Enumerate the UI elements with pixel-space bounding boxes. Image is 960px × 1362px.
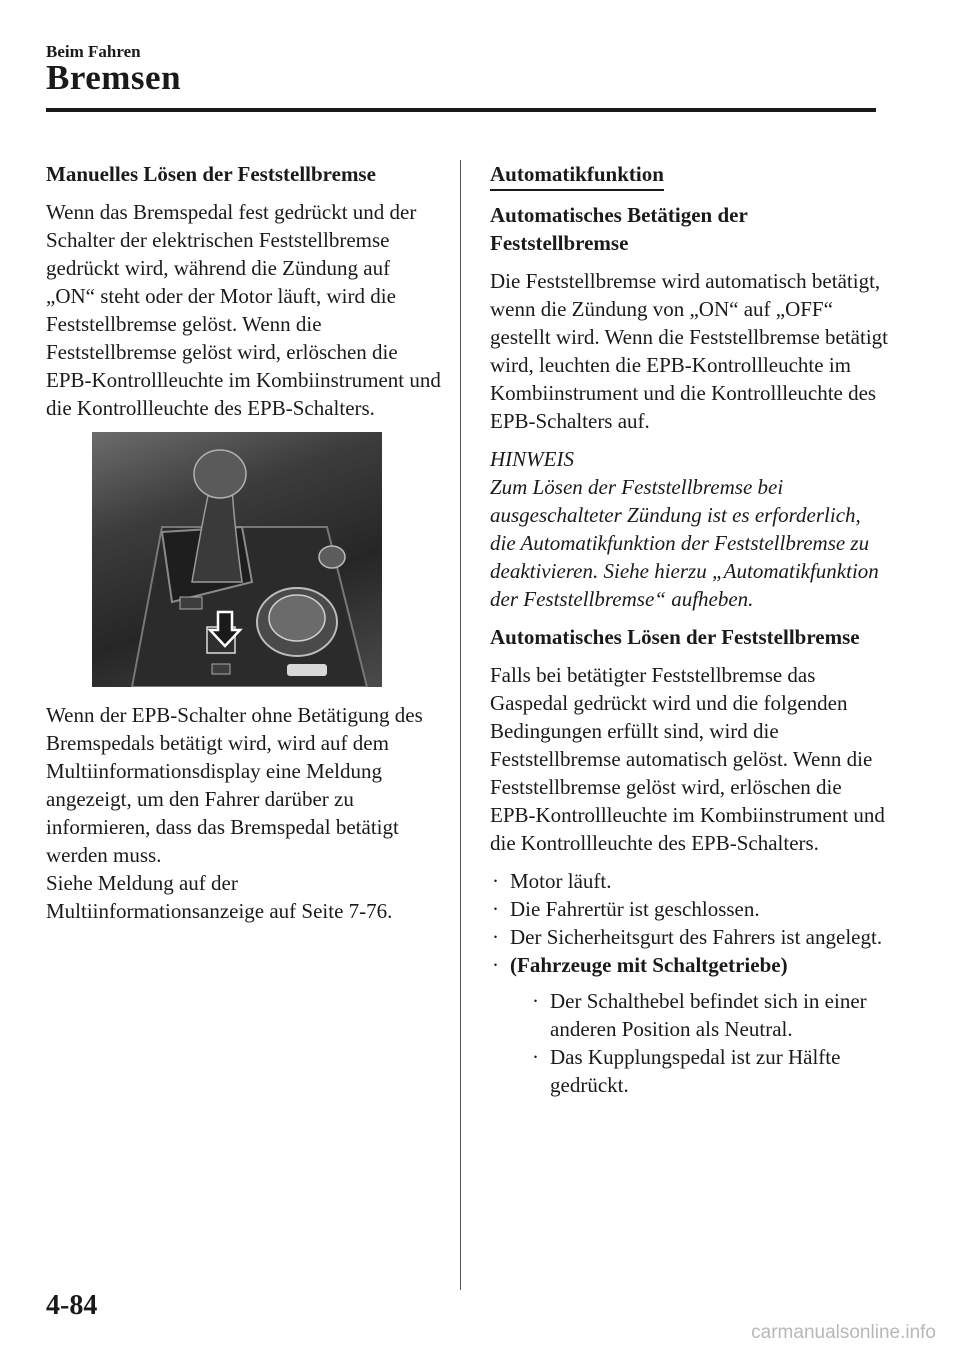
bullet-icon: · [532, 989, 539, 1013]
automatic-release-paragraph: Falls bei betätigter Feststellbremse das Gaspedal gedrückt wird und die folgenden Bedingungen erfüllt sind, wird die Feststellbremse automatisch gelöst. Wenn die Feststellbremse gelöst wird, erlöschen die EPB-Kontrollleuchte im Kombiinstrument und die Kontrollleuchte des EPB-Schalters. [490, 663, 885, 855]
epb-message-paragraph: Wenn der EPB-Schalter ohne Betätigung des Bremspedals betätigt wird, wird auf dem Multiinformationsdisplay eine Meldung angezeigt, um den Fahrer darüber zu informieren, dass das Bremspedal betätigt werden muss. [46, 703, 423, 867]
note-title: HINWEIS [490, 447, 574, 471]
automatic-release-heading: Automatisches Lösen der Feststellbremse [490, 625, 860, 649]
bullet-icon: · [492, 953, 499, 977]
list-item: · Der Schalthebel befindet sich in einer anderen Position als Neutral. [532, 989, 867, 1041]
title-rule [46, 108, 876, 112]
list-item: · (Fahrzeuge mit Schaltgetriebe) · Der Schalthebel befindet sich in einer anderen Position als Neutral. · Das Kupplungspedal ist zur Hälfte gedrückt. [508, 951, 890, 1099]
bullet-icon: · [492, 897, 499, 921]
bullet-icon: · [492, 869, 499, 893]
section-label: Beim Fahren [46, 42, 141, 61]
epb-switch-photo [92, 432, 382, 687]
list-item: · Motor läuft. [492, 869, 612, 893]
left-column [46, 160, 441, 935]
manual-transmission-conditions [530, 987, 890, 1099]
epb-console-image [92, 432, 382, 687]
page-number: 4-84 [46, 1290, 98, 1321]
page-title: Bremsen [46, 58, 182, 97]
manual-release-heading: Manuelles Lösen der Feststellbremse [46, 162, 376, 186]
automatic-function-heading: Automatikfunktion [490, 160, 664, 191]
see-page-reference: Siehe Meldung auf der Multiinformationsanzeige auf Seite 7-76. [46, 871, 393, 923]
conditions-list [490, 867, 890, 1099]
bullet-icon: · [532, 1045, 539, 1069]
list-item: · Der Sicherheitsgurt des Fahrers ist angelegt. [492, 925, 883, 949]
automatic-apply-heading: Automatisches Betätigen der Feststellbremse [490, 203, 748, 255]
manual-release-paragraph: Wenn das Bremspedal fest gedrückt und der Schalter der elektrischen Feststellbremse gedrückt wird, während die Zündung auf „ON“ steht oder der Motor läuft, wird die Feststellbremse gelöst. Wenn die Feststellbremse gelöst wird, erlöschen die EPB-Kontrollleuchte im Kombiinstrument und die Kontrollleuchte des EPB-Schalters. [46, 200, 441, 420]
note-body: Zum Lösen der Feststellbremse bei ausgeschalteter Zündung ist es erforderlich, die Automatikfunktion der Feststellbremse zu deaktivieren. Siehe hierzu „Automatikfunktion der Feststellbremse“ aufheben. [490, 475, 879, 611]
list-item: · Das Kupplungspedal ist zur Hälfte gedrückt. [532, 1045, 841, 1097]
column-divider [460, 160, 461, 1290]
right-column [490, 160, 890, 1107]
automatic-apply-paragraph: Die Feststellbremse wird automatisch betätigt, wenn die Zündung von „ON“ auf „OFF“ gestellt wird. Wenn die Feststellbremse betätigt wird, leuchten die EPB-Kontrollleuchte im Kombiinstrument und die Kontrollleuchte des EPB-Schalters auf. [490, 269, 889, 433]
bullet-icon: · [492, 925, 499, 949]
list-item: · Die Fahrertür ist geschlossen. [492, 897, 760, 921]
watermark: carmanualsonline.info [751, 1322, 936, 1343]
